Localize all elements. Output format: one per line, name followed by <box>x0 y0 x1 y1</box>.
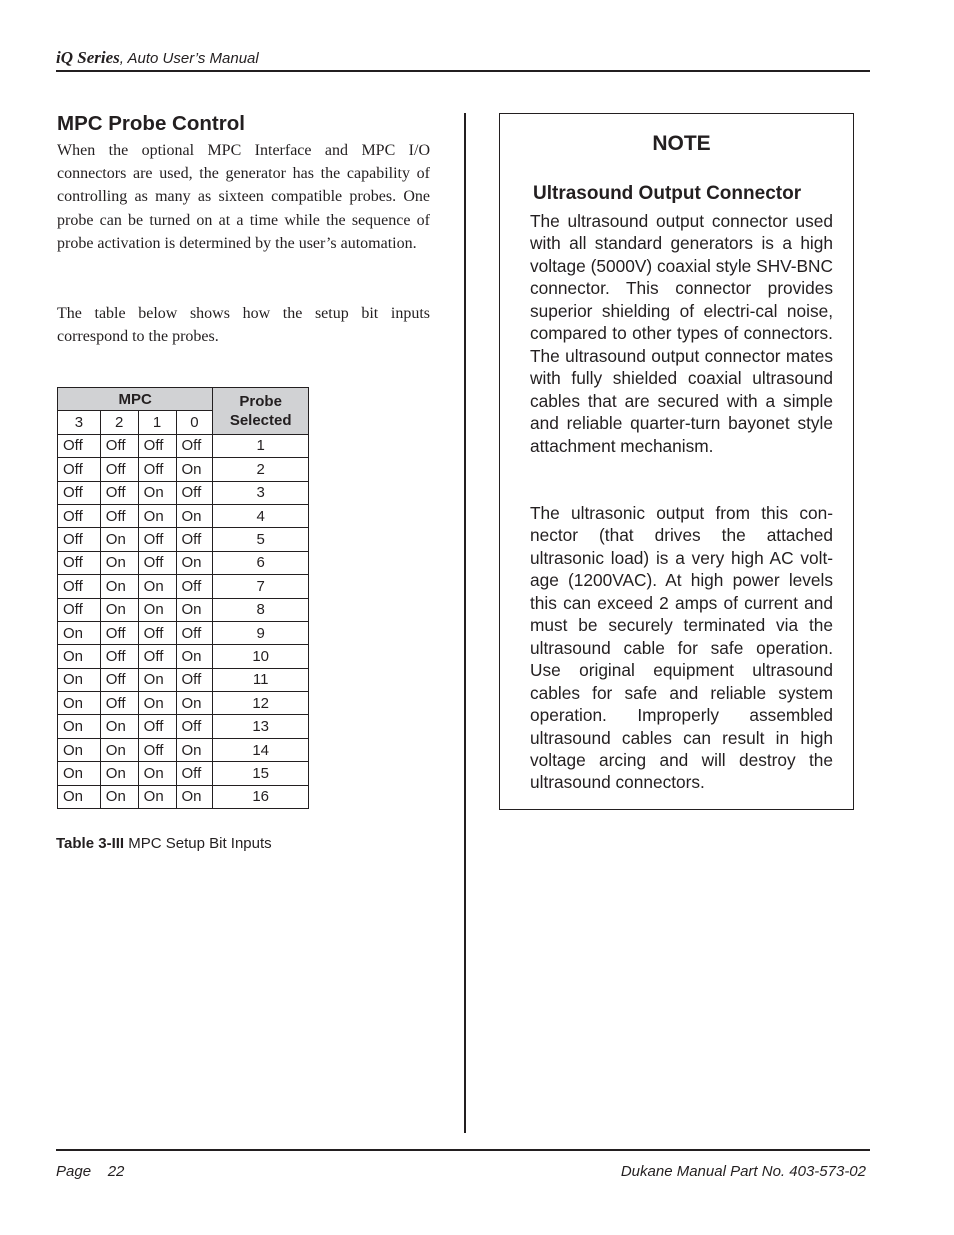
bit-0-cell: On <box>176 738 213 761</box>
note-subtitle: Ultrasound Output Connector <box>533 183 802 204</box>
bit-1-cell: Off <box>138 715 176 738</box>
probe-number-cell: 8 <box>213 598 309 621</box>
bit-3-cell: Off <box>58 504 101 527</box>
probe-number-cell: 3 <box>213 481 309 504</box>
table-row <box>58 504 309 527</box>
bit-0-cell: On <box>176 458 213 481</box>
bit-1-cell: On <box>138 575 176 598</box>
bit-3-cell: Off <box>58 434 101 457</box>
running-header <box>56 48 259 68</box>
bit-3-cell: On <box>58 692 101 715</box>
bit-1-cell: Off <box>138 458 176 481</box>
table-row <box>58 434 309 457</box>
bit-3-cell: Off <box>58 598 101 621</box>
table-row <box>58 551 309 574</box>
bit-2-cell: On <box>100 528 138 551</box>
table-row <box>58 738 309 761</box>
table-row <box>58 715 309 738</box>
series-name: iQ Series <box>56 48 120 67</box>
probe-number-cell: 2 <box>213 458 309 481</box>
bit-1-header: 1 <box>138 411 176 434</box>
bit-0-cell: On <box>176 645 213 668</box>
note-paragraph-1: The ultrasound output connector used with all standard generators is a high voltage (5000V) coaxial style SHV-BNC connector. This connector provides superior shielding of electri-cal noise, compared to other types of connectors. The ultrasound output connector mates with fully shielded coaxial ultrasound cables that are secured with a simple and reliable quarter-turn bayonet style attachment mechanism. <box>530 211 833 456</box>
section-title: MPC Probe Control <box>57 112 245 135</box>
table-row <box>58 528 309 551</box>
bit-1-cell: Off <box>138 528 176 551</box>
mpc-setup-bit-table <box>57 387 309 809</box>
footer-rule <box>56 1149 870 1151</box>
probe-number-cell: 15 <box>213 762 309 785</box>
manual-title: , Auto User’s Manual <box>119 50 259 67</box>
caption-text: MPC Setup Bit Inputs <box>124 835 272 852</box>
note-paragraph-2: The ultrasonic output from this con-nector (that drives the attached ultrasonic load) is a very high AC volt-age (1200VAC). At high power levels this can exceed 2 amps of current and must be securely terminated via the ultrasound cable for safe operation. Use original equipment ultrasound cables for safe and reliable system operation. Improperly assembled ultrasound cables can result in high voltage arcing and will destroy the ultrasound connectors. <box>530 503 833 793</box>
probe-number-cell: 1 <box>213 434 309 457</box>
bit-2-cell: On <box>100 738 138 761</box>
probe-number-cell: 13 <box>213 715 309 738</box>
probe-header-line1: Probe <box>239 392 282 410</box>
bit-2-cell: On <box>100 598 138 621</box>
bit-1-cell: On <box>138 762 176 785</box>
table-row <box>58 621 309 644</box>
bit-2-cell: On <box>100 551 138 574</box>
bit-1-cell: On <box>138 504 176 527</box>
bit-1-cell: Off <box>138 738 176 761</box>
probe-number-cell: 6 <box>213 551 309 574</box>
bit-0-cell: Off <box>176 668 213 691</box>
bit-0-cell: Off <box>176 434 213 457</box>
bit-2-cell: Off <box>100 481 138 504</box>
bit-1-cell: Off <box>138 434 176 457</box>
bit-0-cell: On <box>176 598 213 621</box>
bit-2-cell: Off <box>100 645 138 668</box>
bit-3-cell: On <box>58 621 101 644</box>
bit-2-cell: On <box>100 715 138 738</box>
bit-0-cell: On <box>176 504 213 527</box>
table-caption <box>56 835 272 852</box>
bit-2-cell: Off <box>100 621 138 644</box>
bit-2-cell: Off <box>100 692 138 715</box>
bit-3-cell: Off <box>58 528 101 551</box>
intro-paragraph: When the optional MPC Interface and MPC I/O connectors are used, the generator has the capability of controlling as many as sixteen compatible probes. One probe can be turned on at a time while the sequence of probe activation is determined by the user’s automation. <box>57 142 430 252</box>
table-row <box>58 481 309 504</box>
bit-0-cell: On <box>176 551 213 574</box>
bit-2-cell: On <box>100 575 138 598</box>
probe-number-cell: 14 <box>213 738 309 761</box>
table-row <box>58 692 309 715</box>
bit-3-cell: On <box>58 785 101 808</box>
probe-number-cell: 16 <box>213 785 309 808</box>
bit-1-cell: On <box>138 598 176 621</box>
bit-2-cell: Off <box>100 504 138 527</box>
table-row <box>58 458 309 481</box>
probe-number-cell: 7 <box>213 575 309 598</box>
note-title: NOTE <box>652 132 711 155</box>
bit-0-cell: Off <box>176 481 213 504</box>
bit-3-cell: On <box>58 738 101 761</box>
bit-2-cell: Off <box>100 668 138 691</box>
probe-number-cell: 9 <box>213 621 309 644</box>
table-row <box>58 668 309 691</box>
bit-0-cell: Off <box>176 575 213 598</box>
probe-number-cell: 12 <box>213 692 309 715</box>
page-number: 22 <box>107 1163 125 1180</box>
probe-number-cell: 4 <box>213 504 309 527</box>
bit-1-cell: On <box>138 481 176 504</box>
table-row <box>58 762 309 785</box>
manual-part-number: Dukane Manual Part No. 403-573-02 <box>620 1163 866 1180</box>
table-row <box>58 645 309 668</box>
bit-3-cell: Off <box>58 458 101 481</box>
mpc-table-body <box>58 434 309 808</box>
bit-0-header: 0 <box>176 411 213 434</box>
bit-2-cell: On <box>100 762 138 785</box>
bit-1-cell: Off <box>138 645 176 668</box>
probe-number-cell: 11 <box>213 668 309 691</box>
bit-3-cell: On <box>58 762 101 785</box>
bit-3-header: 3 <box>58 411 101 434</box>
bit-2-cell: Off <box>100 458 138 481</box>
bit-1-cell: On <box>138 785 176 808</box>
bit-3-cell: On <box>58 715 101 738</box>
bit-0-cell: On <box>176 785 213 808</box>
bit-2-header: 2 <box>100 411 138 434</box>
table-intro-paragraph: The table below shows how the setup bit inputs correspond to the probes. <box>57 305 430 346</box>
bit-1-cell: On <box>138 668 176 691</box>
bit-3-cell: On <box>58 645 101 668</box>
probe-number-cell: 10 <box>213 645 309 668</box>
page-label: Page <box>56 1163 92 1180</box>
bit-2-cell: On <box>100 785 138 808</box>
bit-1-cell: Off <box>138 551 176 574</box>
column-divider <box>464 113 466 1133</box>
mpc-group-header: MPC <box>58 388 213 411</box>
table-row <box>58 598 309 621</box>
bit-0-cell: Off <box>176 715 213 738</box>
bit-0-cell: Off <box>176 762 213 785</box>
header-rule <box>56 70 870 72</box>
bit-3-cell: On <box>58 668 101 691</box>
bit-3-cell: Off <box>58 551 101 574</box>
caption-label: Table 3-III <box>56 835 125 852</box>
bit-3-cell: Off <box>58 575 101 598</box>
table-row <box>58 575 309 598</box>
bit-0-cell: On <box>176 692 213 715</box>
page-number-label <box>56 1163 124 1180</box>
probe-number-cell: 5 <box>213 528 309 551</box>
bit-3-cell: Off <box>58 481 101 504</box>
probe-selected-header <box>213 388 309 435</box>
bit-1-cell: Off <box>138 621 176 644</box>
bit-2-cell: Off <box>100 434 138 457</box>
bit-0-cell: Off <box>176 528 213 551</box>
probe-header-line2: Selected <box>229 411 292 429</box>
table-row <box>58 785 309 808</box>
bit-1-cell: On <box>138 692 176 715</box>
bit-0-cell: Off <box>176 621 213 644</box>
